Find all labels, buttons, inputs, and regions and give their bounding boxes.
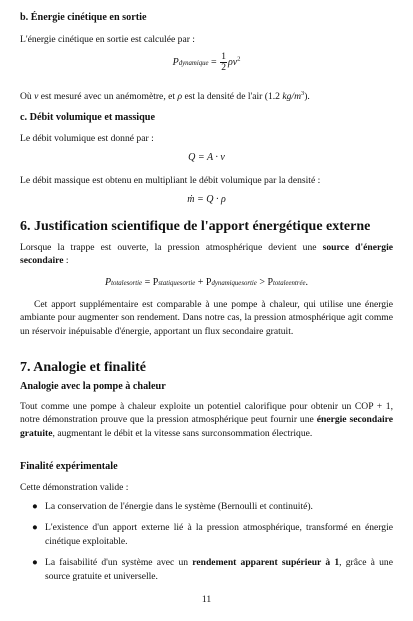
validation-list <box>20 500 393 591</box>
list-item-text: L'existence d'un apport externe lié à la pression atmosphérique, transformé en énergie cinétique exploitable. <box>45 522 393 547</box>
eq-subscript: totalesortie <box>111 280 143 287</box>
section-title-6: 6. Justification scientifique de l'apport énergétique externe <box>20 219 371 234</box>
list-item <box>20 556 393 583</box>
var-rho: ρ <box>177 91 183 103</box>
text-fragment: est mesuré avec un anémomètre, et <box>38 91 178 103</box>
section-title-7: 7. Analogie et finalité <box>20 360 146 375</box>
paragraph-analogy <box>20 400 393 440</box>
subsection-title-flow-rate: c. Débit volumique et massique <box>20 112 155 123</box>
list-item <box>20 521 393 548</box>
eq-mdot: ṁ <box>187 194 195 205</box>
paragraph-kinetic-where <box>20 87 393 104</box>
bold-secondary-source: source d'énergie secondaire <box>20 242 394 267</box>
text-fragment: Lorsque la trappe est ouverte, la pression atmosphérique devient une <box>20 242 323 253</box>
paragraph-trap-open <box>20 241 393 268</box>
list-item-text: , grâce à une source gratuite et universelle. <box>45 557 393 582</box>
eq-exponent: 2 <box>237 55 241 63</box>
paragraph-kinetic-intro: L'énergie cinétique en sortie est calculée par : <box>20 34 195 45</box>
eq-term: > P <box>256 277 274 288</box>
subsection-title-analogy: Analogie avec la pompe à chaleur <box>20 381 166 392</box>
paragraph-flow-intro: Le débit volumique est donné par : <box>20 133 154 144</box>
unit-exponent: 3 <box>301 90 305 97</box>
var-v: v <box>34 91 39 103</box>
eq-term: = P <box>142 277 159 288</box>
eq-lhs-subscript: dynamique <box>178 59 209 67</box>
eq-equals: = <box>211 56 217 68</box>
eq-fraction-denominator: 2 <box>221 63 226 73</box>
eq-fraction-numerator: 1 <box>221 52 226 62</box>
eq-subscript: statiquesortie <box>158 280 196 287</box>
list-item <box>20 500 393 513</box>
bullet-icon: ● <box>32 522 38 534</box>
bold-free-energy: énergie secondaire gratuite <box>20 414 393 439</box>
eq-mass-rhs: = Q · ρ <box>194 194 226 205</box>
subsection-title-experimental: Finalité expérimentale <box>20 461 118 472</box>
eq-term: P <box>105 277 112 288</box>
text-fragment: Tout comme une pompe à chaleur exploite un potentiel calorifique pour obtenir un COP + 1, notre démonstration prouve que la pression atmosphérique peut fournir une <box>20 401 393 426</box>
equation-mass-flow <box>20 194 393 205</box>
list-item-text: La faisabilité d'un système avec un <box>45 557 193 569</box>
bullet-icon: ● <box>32 501 38 512</box>
eq-subscript: totaleentrée <box>273 280 306 287</box>
text-fragment: ). <box>304 91 310 103</box>
equation-volume-flow: Q = A · v <box>188 152 225 163</box>
page-number: 11 <box>201 594 212 605</box>
paragraph-validates: Cette démonstration valide : <box>20 482 129 493</box>
eq-fraction <box>220 52 227 73</box>
eq-rho-v: ρv <box>227 56 238 68</box>
equation-dynamic-pressure <box>20 52 393 73</box>
paragraph-mass-flow: Le débit massique est obtenu en multipliant le débit volumique par la densité : <box>20 175 321 186</box>
text-fragment: : <box>63 255 69 267</box>
list-item-text: La conservation de l'énergie dans le système (Bernoulli et continuité). <box>45 501 313 512</box>
unit-kg-m: kg/m <box>282 91 302 103</box>
paragraph-heat-pump-comparison: Cet apport supplémentaire est comparable à une pompe à chaleur, qui utilise une énergie ambiante pour augmenter son rendement. Dans notre cas, la pression atmosphérique agit comme un réservoir inépuisable d'énergie, apportant un flux secondaire gratuit. <box>20 299 393 337</box>
text-fragment: Où <box>20 91 35 103</box>
equation-total-pressure <box>20 277 393 288</box>
text-fragment: est la densité de l'air (1.2 <box>182 91 283 103</box>
eq-subscript: dynamiquesortie <box>211 280 257 287</box>
subsection-title-kinetic-energy: b. Énergie cinétique en sortie <box>20 12 147 23</box>
bold-efficiency: rendement apparent supérieur à 1 <box>192 557 340 569</box>
eq-lhs: P <box>172 56 179 68</box>
eq-term: + P <box>195 277 212 288</box>
eq-term: . <box>305 277 308 288</box>
bullet-icon: ● <box>32 557 38 569</box>
text-fragment: , augmentant le débit et la vitesse sans surconsommation électrique. <box>52 427 313 439</box>
